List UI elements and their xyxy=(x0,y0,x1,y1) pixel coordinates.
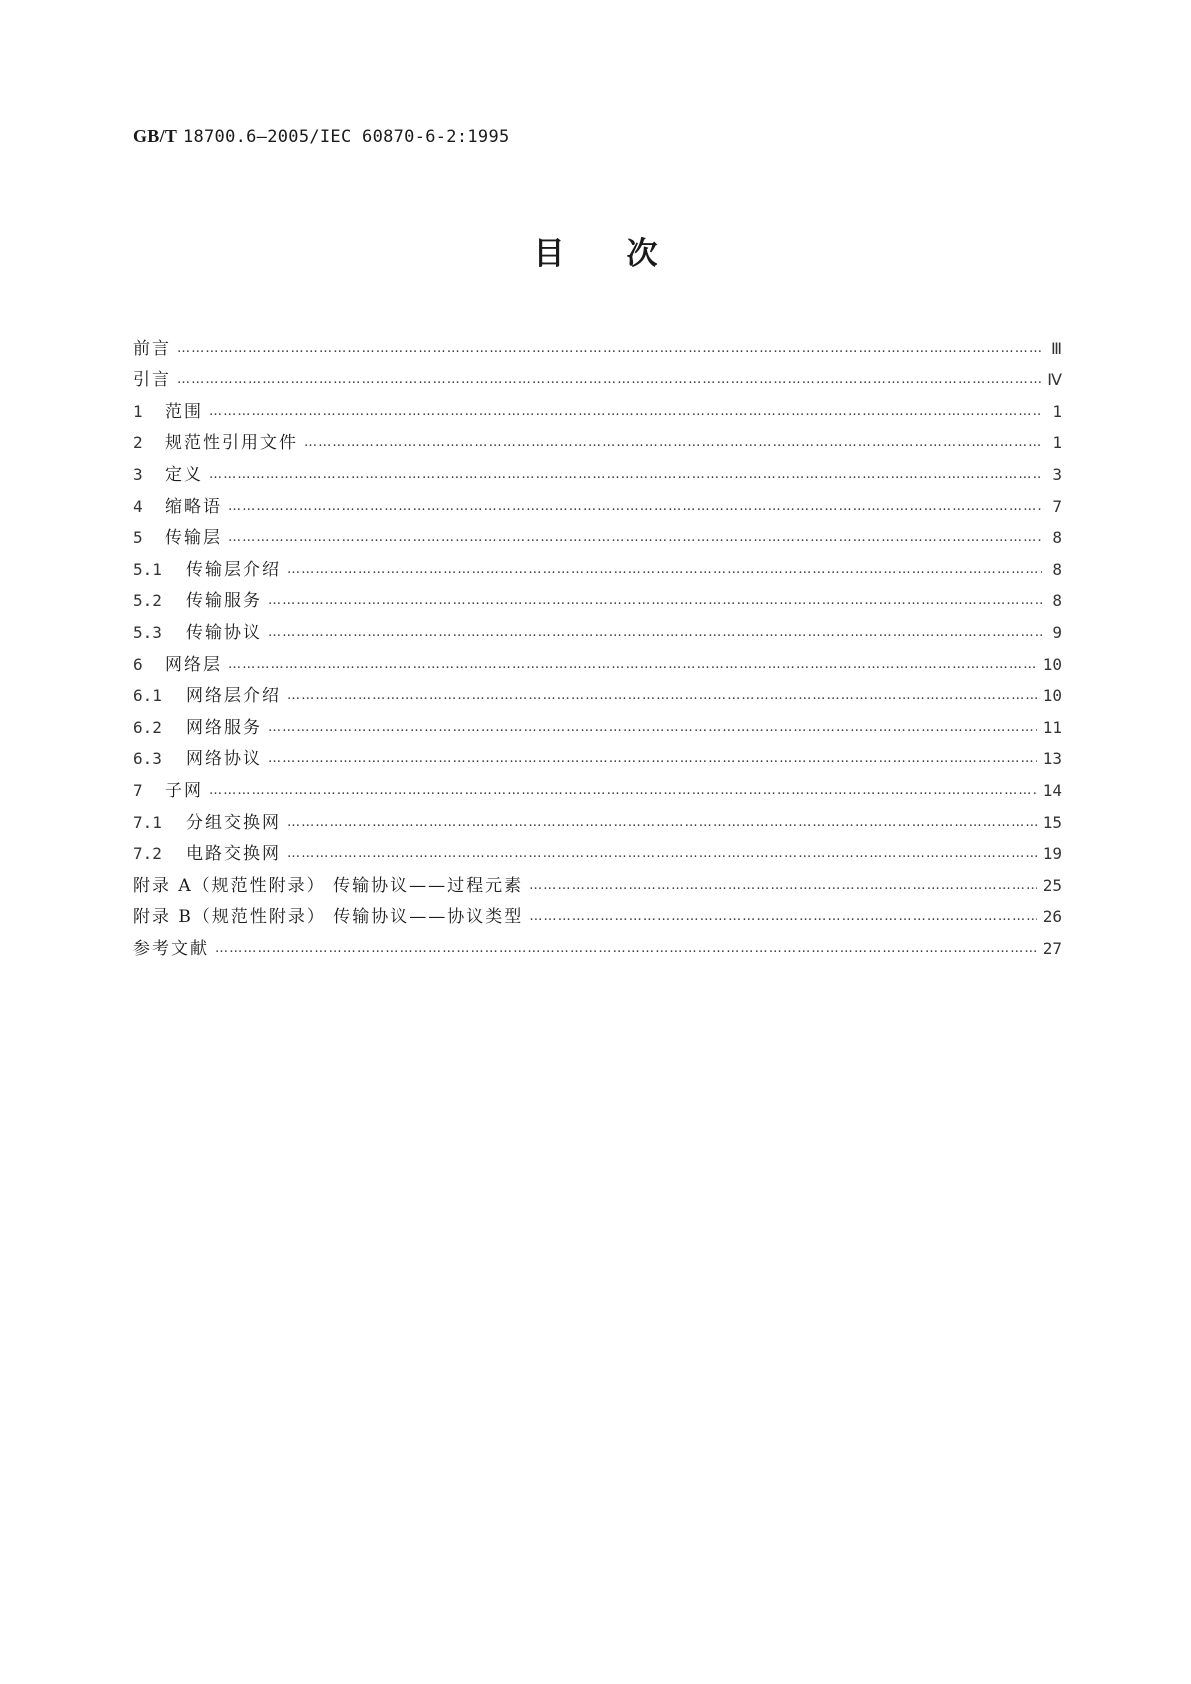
toc-entry-page: 27 xyxy=(1042,938,1062,958)
toc-entry-label: 网络服务 xyxy=(186,717,262,738)
toc-leader-dots xyxy=(209,402,1042,422)
toc-entry-page: 8 xyxy=(1052,528,1062,548)
toc-entry-label: 网络层 xyxy=(165,654,222,675)
toc-entry-label: 传输服务 xyxy=(186,591,262,612)
toc-entry-page: Ⅳ xyxy=(1047,370,1062,390)
toc-entry-number: 7 xyxy=(133,780,143,800)
toc-entry-label: 分组交换网 xyxy=(186,812,281,833)
toc-entry-number: 7.2 xyxy=(133,844,162,864)
toc-entry[interactable] xyxy=(133,675,1062,707)
toc-entry-number: 5.1 xyxy=(133,559,162,579)
toc-entry-page: 1 xyxy=(1052,401,1062,421)
toc-leader-dots xyxy=(228,497,1042,517)
toc-entry-label: 网络层介绍 xyxy=(186,686,281,707)
toc-entry-page: 9 xyxy=(1052,622,1062,642)
toc-entry[interactable] xyxy=(133,801,1062,833)
toc-entry-label: 附录 A（规范性附录） 传输协议——过程元素 xyxy=(133,875,524,896)
toc-entry-page: Ⅲ xyxy=(1050,338,1062,358)
toc-entry[interactable] xyxy=(133,706,1062,738)
toc-entry[interactable] xyxy=(133,548,1062,580)
table-of-contents xyxy=(133,327,1062,959)
toc-leader-dots xyxy=(287,844,1037,864)
toc-entry-label: 传输层 xyxy=(165,528,222,549)
toc-leader-dots xyxy=(268,749,1037,769)
toc-entry[interactable] xyxy=(133,485,1062,517)
toc-entry-page: 14 xyxy=(1042,780,1062,800)
toc-entry-label: 规范性引用文件 xyxy=(165,433,298,454)
toc-entry-label: 参考文献 xyxy=(133,938,209,959)
toc-entry-number: 5.2 xyxy=(133,591,162,611)
toc-leader-dots xyxy=(268,623,1042,643)
toc-entry[interactable] xyxy=(133,580,1062,612)
toc-entry-page: 10 xyxy=(1042,686,1062,706)
toc-leader-dots xyxy=(287,813,1037,833)
toc-entry-page: 15 xyxy=(1042,812,1062,832)
toc-entry[interactable] xyxy=(133,390,1062,422)
toc-entry-number: 6.3 xyxy=(133,749,162,769)
toc-entry-number: 1 xyxy=(133,401,143,421)
toc-entry-label: 网络协议 xyxy=(186,749,262,770)
toc-entry-page: 1 xyxy=(1052,433,1062,453)
toc-entry-number: 5 xyxy=(133,528,143,548)
toc-leader-dots xyxy=(228,528,1042,548)
toc-leader-dots xyxy=(268,591,1042,611)
toc-leader-dots xyxy=(209,781,1037,801)
toc-entry[interactable] xyxy=(133,769,1062,801)
toc-entry-label: 引言 xyxy=(133,370,171,391)
toc-entry-number: 6 xyxy=(133,654,143,674)
toc-leader-dots xyxy=(287,686,1037,706)
toc-entry[interactable] xyxy=(133,896,1062,928)
toc-entry-label: 缩略语 xyxy=(165,496,222,517)
toc-entry-label: 定义 xyxy=(165,464,203,485)
toc-entry-number: 4 xyxy=(133,496,143,516)
toc-entry-number: 6.2 xyxy=(133,717,162,737)
page-title xyxy=(0,228,1191,273)
toc-entry-label: 子网 xyxy=(165,780,203,801)
toc-entry[interactable] xyxy=(133,453,1062,485)
toc-entry-page: 8 xyxy=(1052,591,1062,611)
toc-entry-label: 传输层介绍 xyxy=(186,559,281,580)
toc-entry[interactable] xyxy=(133,517,1062,549)
toc-entry[interactable] xyxy=(133,327,1062,359)
toc-leader-dots xyxy=(177,339,1042,359)
toc-entry-page: 19 xyxy=(1042,844,1062,864)
toc-leader-dots xyxy=(268,718,1037,738)
toc-entry[interactable] xyxy=(133,611,1062,643)
toc-entry-page: 25 xyxy=(1042,875,1062,895)
toc-entry-label: 传输协议 xyxy=(186,622,262,643)
toc-entry-number: 7.1 xyxy=(133,812,162,832)
toc-entry-number: 6.1 xyxy=(133,686,162,706)
toc-entry[interactable] xyxy=(133,359,1062,391)
standard-number: 18700.6—2005/IEC 60870-6-2:1995 xyxy=(182,127,510,147)
toc-entry-number: 2 xyxy=(133,433,143,453)
toc-leader-dots xyxy=(177,370,1041,390)
toc-leader-dots xyxy=(215,939,1037,959)
toc-entry-label: 附录 B（规范性附录） 传输协议——协议类型 xyxy=(133,907,524,928)
toc-entry-label: 前言 xyxy=(133,338,171,359)
toc-entry-page: 10 xyxy=(1042,654,1062,674)
toc-entry-number: 5.3 xyxy=(133,622,162,642)
standard-prefix: GB/T xyxy=(133,126,178,146)
title-char-right: 次 xyxy=(626,236,658,272)
toc-entry-page: 13 xyxy=(1042,749,1062,769)
toc-entry-label: 电路交换网 xyxy=(186,844,281,865)
toc-leader-dots xyxy=(304,433,1042,453)
toc-entry[interactable] xyxy=(133,833,1062,865)
toc-entry[interactable] xyxy=(133,738,1062,770)
toc-entry-number: 3 xyxy=(133,464,143,484)
toc-entry[interactable] xyxy=(133,422,1062,454)
toc-entry-label: 范围 xyxy=(165,401,203,422)
toc-entry-page: 7 xyxy=(1052,496,1062,516)
toc-entry-page: 3 xyxy=(1052,464,1062,484)
toc-entry-page: 8 xyxy=(1052,559,1062,579)
toc-leader-dots xyxy=(529,907,1036,927)
toc-entry[interactable] xyxy=(133,864,1062,896)
document-header xyxy=(133,126,510,147)
title-char-left: 目 xyxy=(533,236,565,272)
toc-entry-page: 26 xyxy=(1042,907,1062,927)
toc-leader-dots xyxy=(287,560,1042,580)
toc-leader-dots xyxy=(209,465,1042,485)
toc-leader-dots xyxy=(228,655,1037,675)
toc-entry[interactable] xyxy=(133,643,1062,675)
toc-entry-page: 11 xyxy=(1042,717,1062,737)
toc-entry[interactable] xyxy=(133,927,1062,959)
toc-leader-dots xyxy=(529,876,1037,896)
